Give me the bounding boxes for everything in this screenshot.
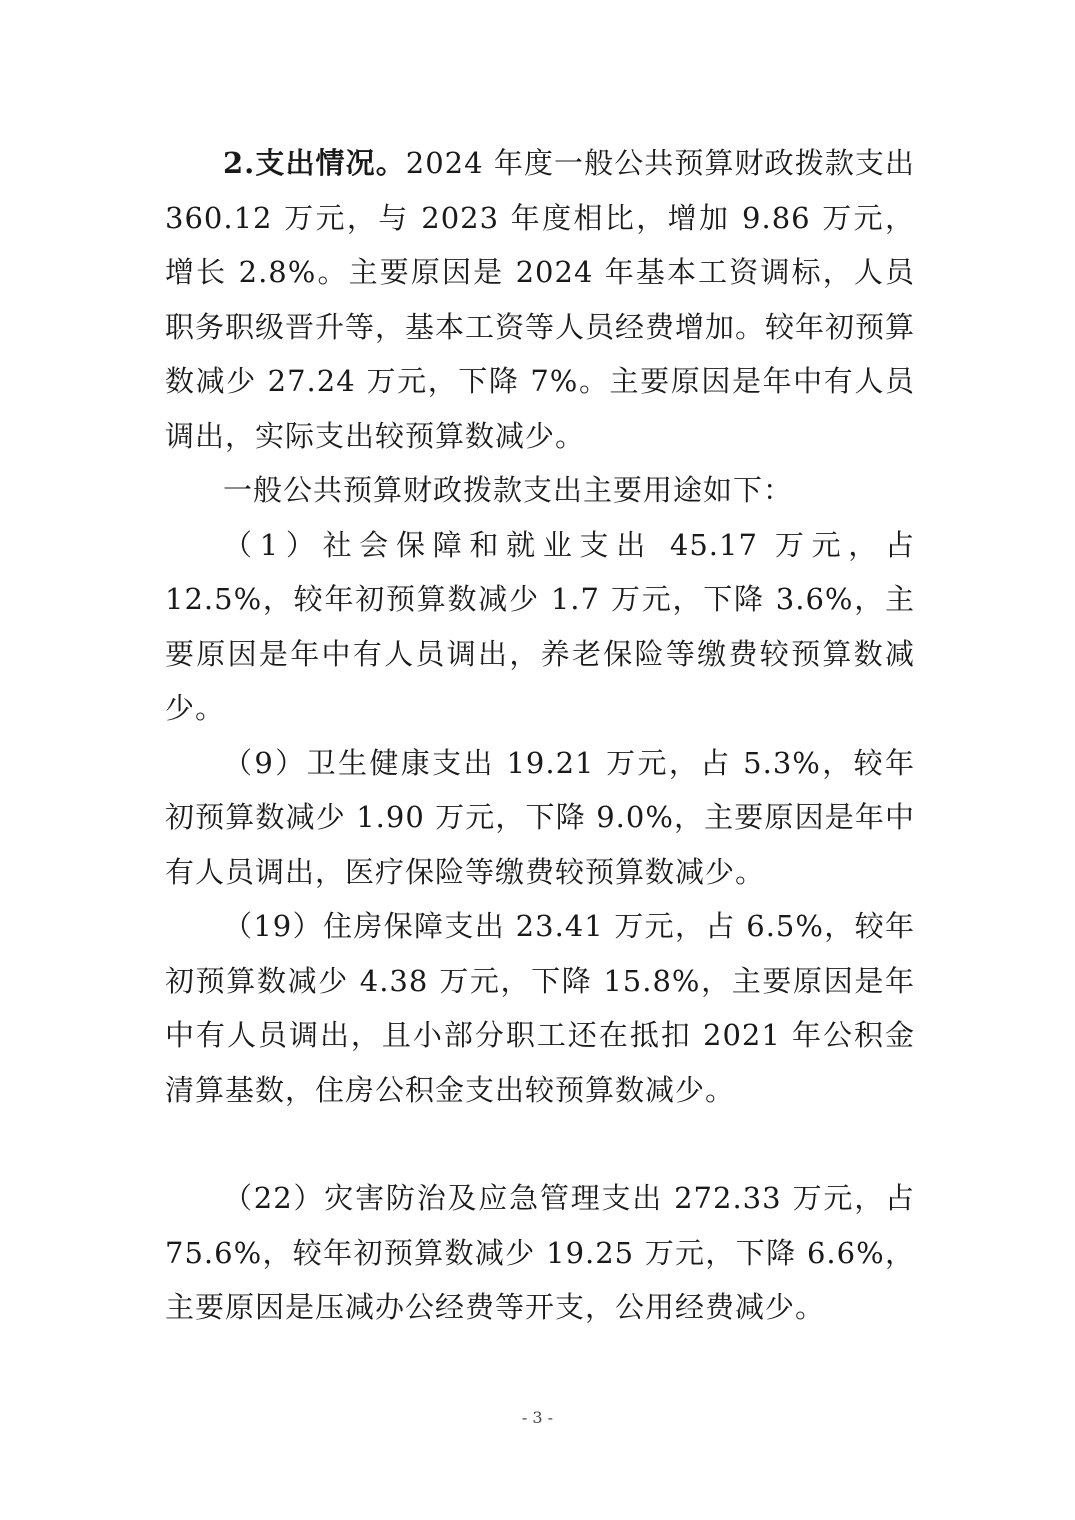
usage-intro: 一般公共预算财政拨款支出主要用途如下： (223, 473, 794, 507)
item-social-security: （1）社会保障和就业支出 45.17 万元，占 12.5%，较年初预算数减少 1.7 万元，下降 3.6%，主要原因是年中有人员调出，养老保险等缴费较预算数减少。 (165, 527, 915, 725)
item-health: （9）卫生健康支出 19.21 万元，占 5.3%，较年初预算数减少 1.90 万元，下降 9.0%，主要原因是年中有人员调出，医疗保险等缴费较预算数减少。 (165, 745, 915, 889)
paragraph-gap (165, 1117, 915, 1171)
item-disaster-prevention: （22）灾害防治及应急管理支出 272.33 万元，占 75.6%，较年初预算数减少 19.25 万元，下降 6.6%，主要原因是压减办公经费等开支，公用经费减少。 (165, 1181, 915, 1324)
expenditure-paragraph (165, 136, 915, 463)
page-number: - 3 - (521, 1408, 554, 1427)
item-housing: （19）住房保障支出 23.41 万元，占 6.5%，较年初预算数减少 4.38 万元，下降 15.8%，主要原因是年中有人员调出，且小部分职工还在抵扣 2021 年公积金清算基数，住房公积金支出较预算数减少。 (165, 909, 915, 1107)
expenditure-text: 2024 年度一般公共预算财政拨款支出 360.12 万元，与 2023 年度相比，增加 9.86 万元，增长 2.8%。主要原因是 2024 年基本工资调标，人员职务职级晋升等，基本工资等人员经费增加。较年初预算数减少 27.24 万元，下降 7%。主要原因是年中有人员调出，实际支出较预算数减少。 (165, 146, 916, 453)
body-text (165, 136, 915, 1335)
section-heading: 2.支出情况。 (223, 146, 406, 180)
